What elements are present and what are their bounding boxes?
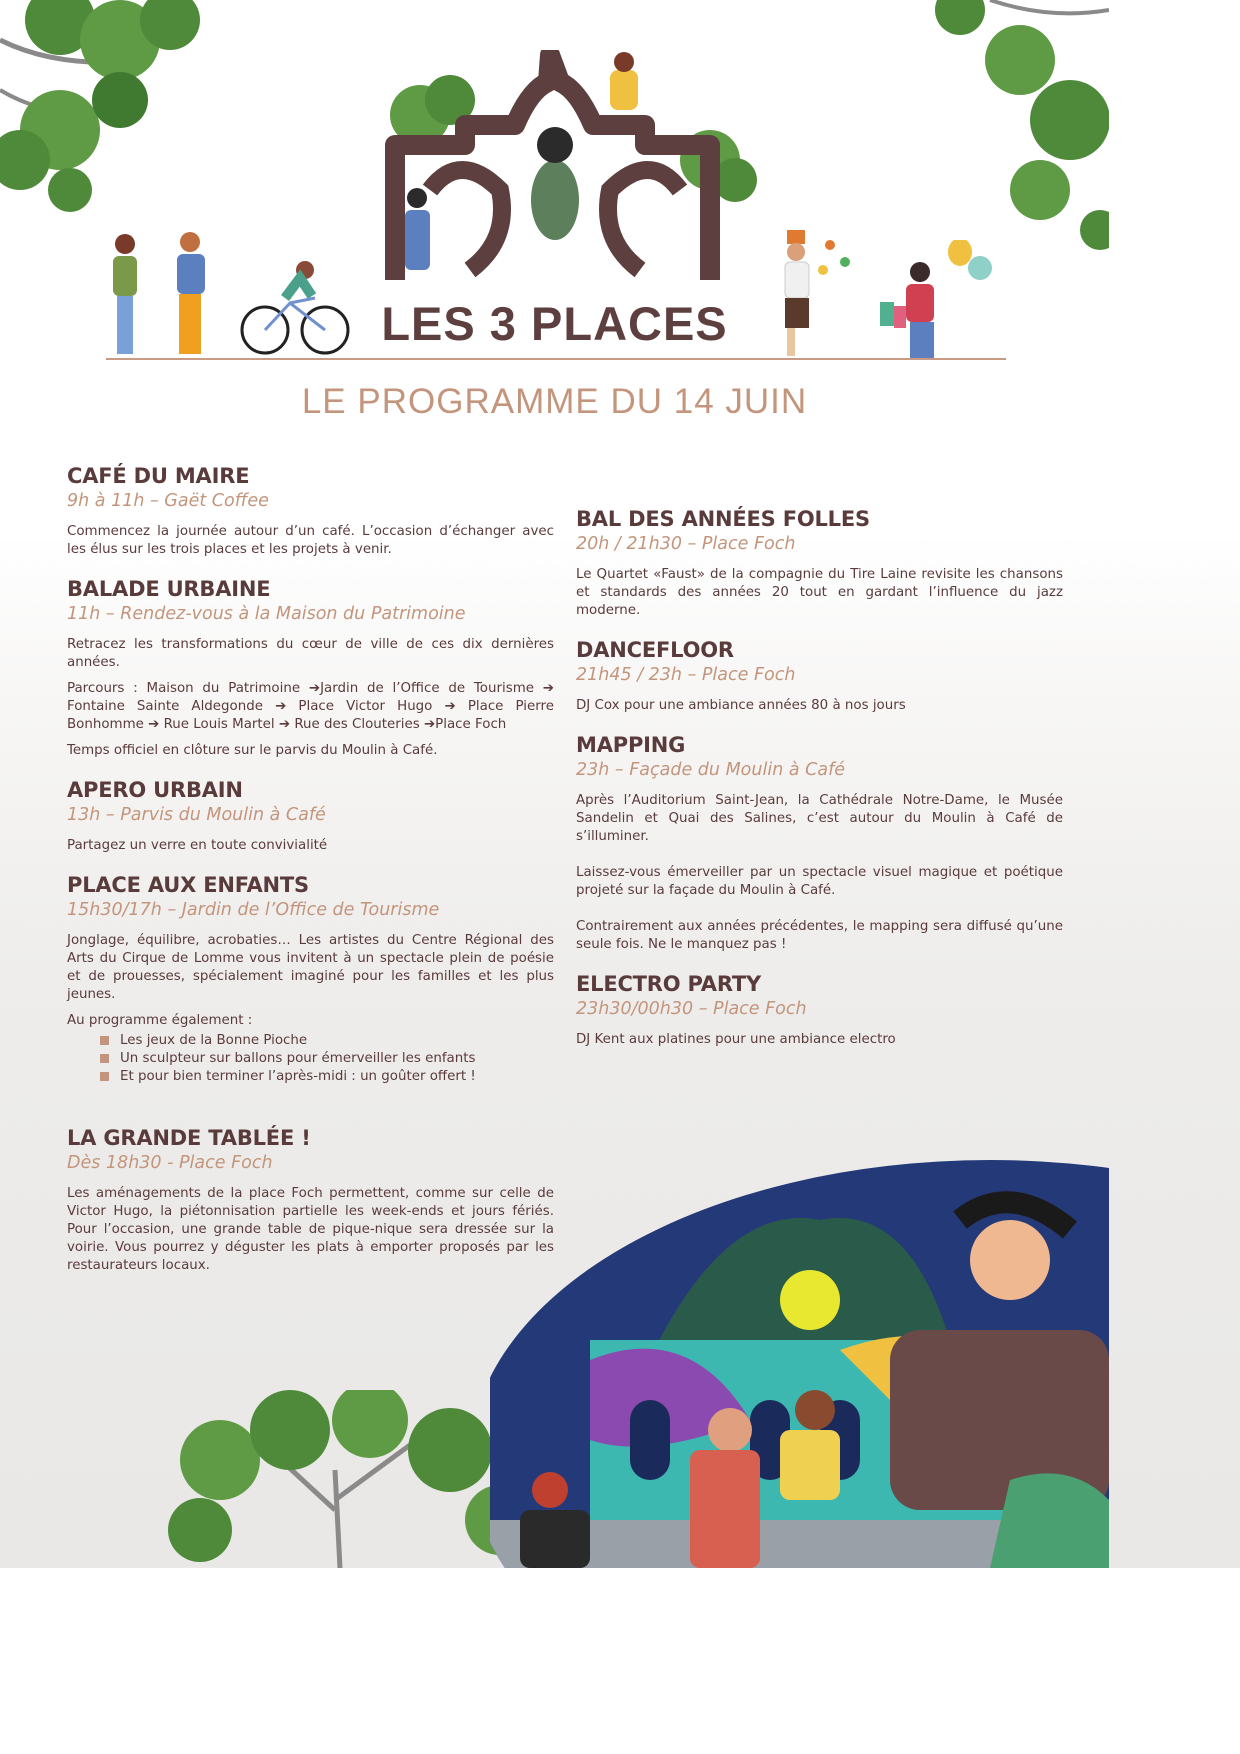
event-time-location: 23h – Façade du Moulin à Café [576, 760, 846, 780]
list-item-text: Un sculpteur sur ballons pour émerveiller les enfants [120, 1051, 476, 1066]
list-item-text: Et pour bien terminer l’après-midi : un goûter offert ! [120, 1069, 476, 1084]
event-time-location: 15h30/17h – Jardin de l’Office de Tourisme [67, 900, 440, 920]
event-route: Parcours : Maison du Patrimoine ➔Jardin de l’Office de Tourisme ➔ Fontaine Sainte Aldegonde ➔ Place Victor Hugo ➔ Place Pierre Bonhomme ➔ Rue Louis Martel ➔ Rue des Clouteries ➔Place Foch [67, 681, 554, 732]
event-dancefloor [576, 638, 1063, 715]
square-bullet-icon [100, 1054, 109, 1063]
square-bullet-icon [100, 1072, 109, 1081]
event-description: Jonglage, équilibre, acrobaties… Les artistes du Centre Régional des Arts du Cirque de Lomme vous invitent à un spectacle plein de poésie et de prouesses, spécialement imaginé pour les familles et les plus jeunes. [67, 933, 554, 1002]
event-description: Commencez la journée autour d’un café. L’occasion d’échanger avec les élus sur les trois places et les projets à venir. [67, 524, 554, 557]
three-places-logo-illustration [380, 50, 770, 300]
event-title: BAL DES ANNÉES FOLLES [576, 507, 870, 531]
event-time-location: 23h30/00h30 – Place Foch [576, 999, 807, 1019]
event-time-location: 21h45 / 23h – Place Foch [576, 665, 796, 685]
page-subtitle: LE PROGRAMME DU 14 JUIN [301, 382, 808, 421]
event-time-location: 20h / 21h30 – Place Foch [576, 534, 796, 554]
event-mapping [576, 733, 1063, 954]
list-item [100, 1068, 554, 1086]
list-item [100, 1032, 554, 1050]
event-time-location: 9h à 11h – Gaët Coffee [67, 491, 269, 511]
event-title: BALADE URBAINE [67, 577, 271, 601]
event-list-intro: Au programme également : [67, 1013, 253, 1028]
event-title: DANCEFLOOR [576, 638, 734, 662]
event-title: CAFÉ DU MAIRE [67, 464, 250, 488]
night-mapping-celebration-illustration [490, 1160, 1109, 1568]
event-balade-urbaine [67, 577, 554, 760]
event-cafe-du-maire [67, 464, 554, 559]
tree-top-right-illustration [930, 0, 1109, 260]
event-la-grande-tablee [67, 1126, 554, 1275]
event-place-aux-enfants [67, 873, 554, 1086]
event-description: Après l’Auditorium Saint-Jean, la Cathédrale Notre-Dame, le Musée Sandelin et Quai des Salines, c’est autour du Moulin à Café de s’illuminer. [576, 793, 1063, 844]
event-description: Contrairement aux années précédentes, le mapping sera diffusé qu’une seule fois. Ne le manquez pas ! [576, 919, 1063, 952]
tree-top-left-illustration [0, 0, 220, 220]
page-title: LES 3 PLACES [381, 297, 728, 350]
event-description: DJ Cox pour une ambiance années 80 à nos jours [576, 698, 906, 713]
program-right-column [576, 507, 1063, 1067]
event-time-location: Dès 18h30 - Place Foch [67, 1153, 273, 1173]
list-item [100, 1050, 554, 1068]
event-bal-des-annees-folles [576, 507, 1063, 620]
event-note: Temps officiel en clôture sur le parvis du Moulin à Café. [67, 743, 438, 758]
tree-bottom-illustration [160, 1390, 540, 1568]
event-title: ELECTRO PARTY [576, 972, 762, 996]
event-activity-list [67, 1032, 554, 1086]
list-item-text: Les jeux de la Bonne Pioche [120, 1033, 308, 1048]
event-title: MAPPING [576, 733, 686, 757]
event-description: Retracez les transformations du cœur de ville de ces dix dernières années. [67, 637, 554, 670]
event-description: Le Quartet «Faust» de la compagnie du Tire Laine revisite les chansons et standards des années 20 tout en gardant l’influence du jazz moderne. [576, 567, 1063, 618]
event-title: APERO URBAIN [67, 778, 243, 802]
event-description: Les aménagements de la place Foch permettent, comme sur celle de Victor Hugo, la piétonnisation partielle les week-ends et jours fériés. Pour l’occasion, une grande table de pique-nique sera dressée sur la voirie. Vous pourrez y déguster les plats à emporter proposés par les restaurateurs locaux. [67, 1186, 554, 1273]
event-time-location: 11h – Rendez-vous à la Maison du Patrimoine [67, 604, 466, 624]
title-divider [106, 358, 1006, 360]
event-description: Laissez-vous émerveiller par un spectacle visuel magique et poétique projeté sur la façade du Moulin à Café. [576, 865, 1063, 898]
event-time-location: 13h – Parvis du Moulin à Café [67, 805, 326, 825]
event-title: LA GRANDE TABLÉE ! [67, 1126, 311, 1150]
event-electro-party [576, 972, 1063, 1049]
event-apero-urbain [67, 778, 554, 855]
event-description: DJ Kent aux platines pour une ambiance electro [576, 1032, 896, 1047]
square-bullet-icon [100, 1036, 109, 1045]
program-left-column [67, 464, 554, 1293]
event-description: Partagez un verre en toute convivialité [67, 838, 328, 853]
event-title: PLACE AUX ENFANTS [67, 873, 309, 897]
